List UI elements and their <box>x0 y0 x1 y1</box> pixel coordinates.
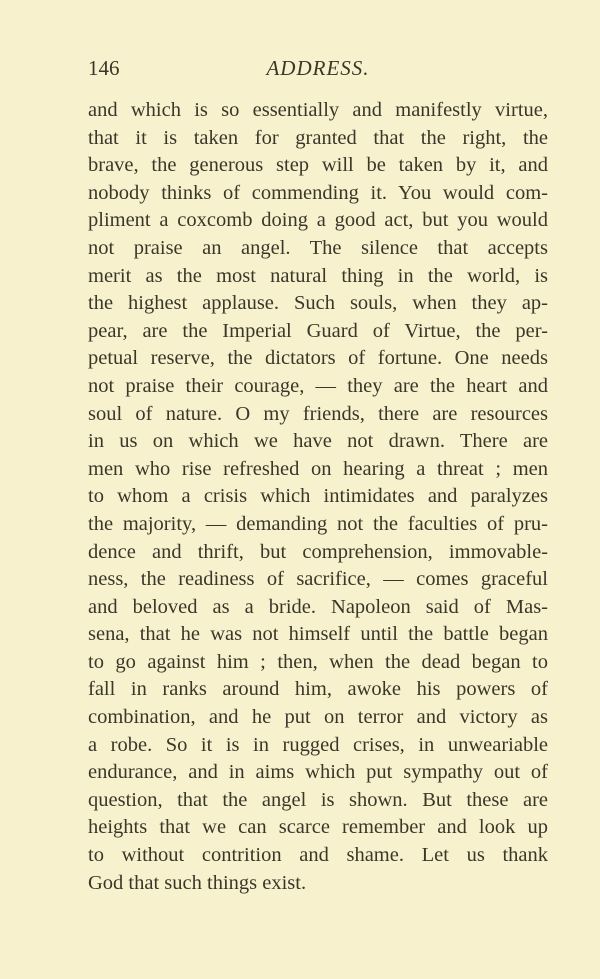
text-line: God that such things exist. <box>88 871 307 894</box>
page-body-text <box>88 97 548 897</box>
text-line: to without contrition and shame. Let us thank <box>88 844 548 867</box>
text-line: not praise their courage, — they are the heart and <box>88 374 548 397</box>
text-line: in us on which we have not drawn. There are <box>88 430 548 453</box>
running-title: ADDRESS. <box>266 56 370 80</box>
text-line: the majority, — demanding not the faculties of pru- <box>88 512 548 535</box>
text-line: sena, that he was not himself until the battle began <box>88 623 548 646</box>
text-line: soul of nature. O my friends, there are resources <box>88 402 548 425</box>
text-line: not praise an angel. The silence that accepts <box>88 236 548 259</box>
text-line: to go against him ; then, when the dead began to <box>88 650 548 673</box>
text-line: men who rise refreshed on hearing a threat ; men <box>88 457 548 480</box>
text-line: a robe. So it is in rugged crises, in unweariable <box>88 733 548 756</box>
running-header <box>88 56 548 84</box>
text-line: to whom a crisis which intimidates and paralyzes <box>88 485 548 508</box>
page-number: 146 <box>88 56 120 80</box>
text-line: and which is so essentially and manifestly virtue, <box>88 99 548 121</box>
text-line: dence and thrift, but comprehension, immovable- <box>88 540 548 563</box>
text-line: the highest applause. Such souls, when they ap- <box>88 292 548 315</box>
text-line: that it is taken for granted that the right, the <box>88 126 548 149</box>
text-line: endurance, and in aims which put sympathy out of <box>88 761 548 784</box>
text-line: petual reserve, the dictators of fortune. One needs <box>88 347 548 370</box>
text-line: fall in ranks around him, awoke his powers of <box>88 678 548 701</box>
text-line: merit as the most natural thing in the world, is <box>88 264 548 287</box>
text-line: and beloved as a bride. Napoleon said of Mas- <box>88 595 548 618</box>
text-line: pear, are the Imperial Guard of Virtue, the per- <box>88 319 548 342</box>
text-line: question, that the angel is shown. But these are <box>88 788 548 811</box>
text-line: brave, the generous step will be taken by it, and <box>88 154 548 177</box>
text-line: combination, and he put on terror and victory as <box>88 706 548 729</box>
text-line: pliment a coxcomb doing a good act, but you would <box>88 209 548 232</box>
text-line: nobody thinks of commending it. You would com- <box>88 181 548 204</box>
text-line: heights that we can scarce remember and look up <box>88 816 548 839</box>
text-line: ness, the readiness of sacrifice, — comes graceful <box>88 568 548 591</box>
